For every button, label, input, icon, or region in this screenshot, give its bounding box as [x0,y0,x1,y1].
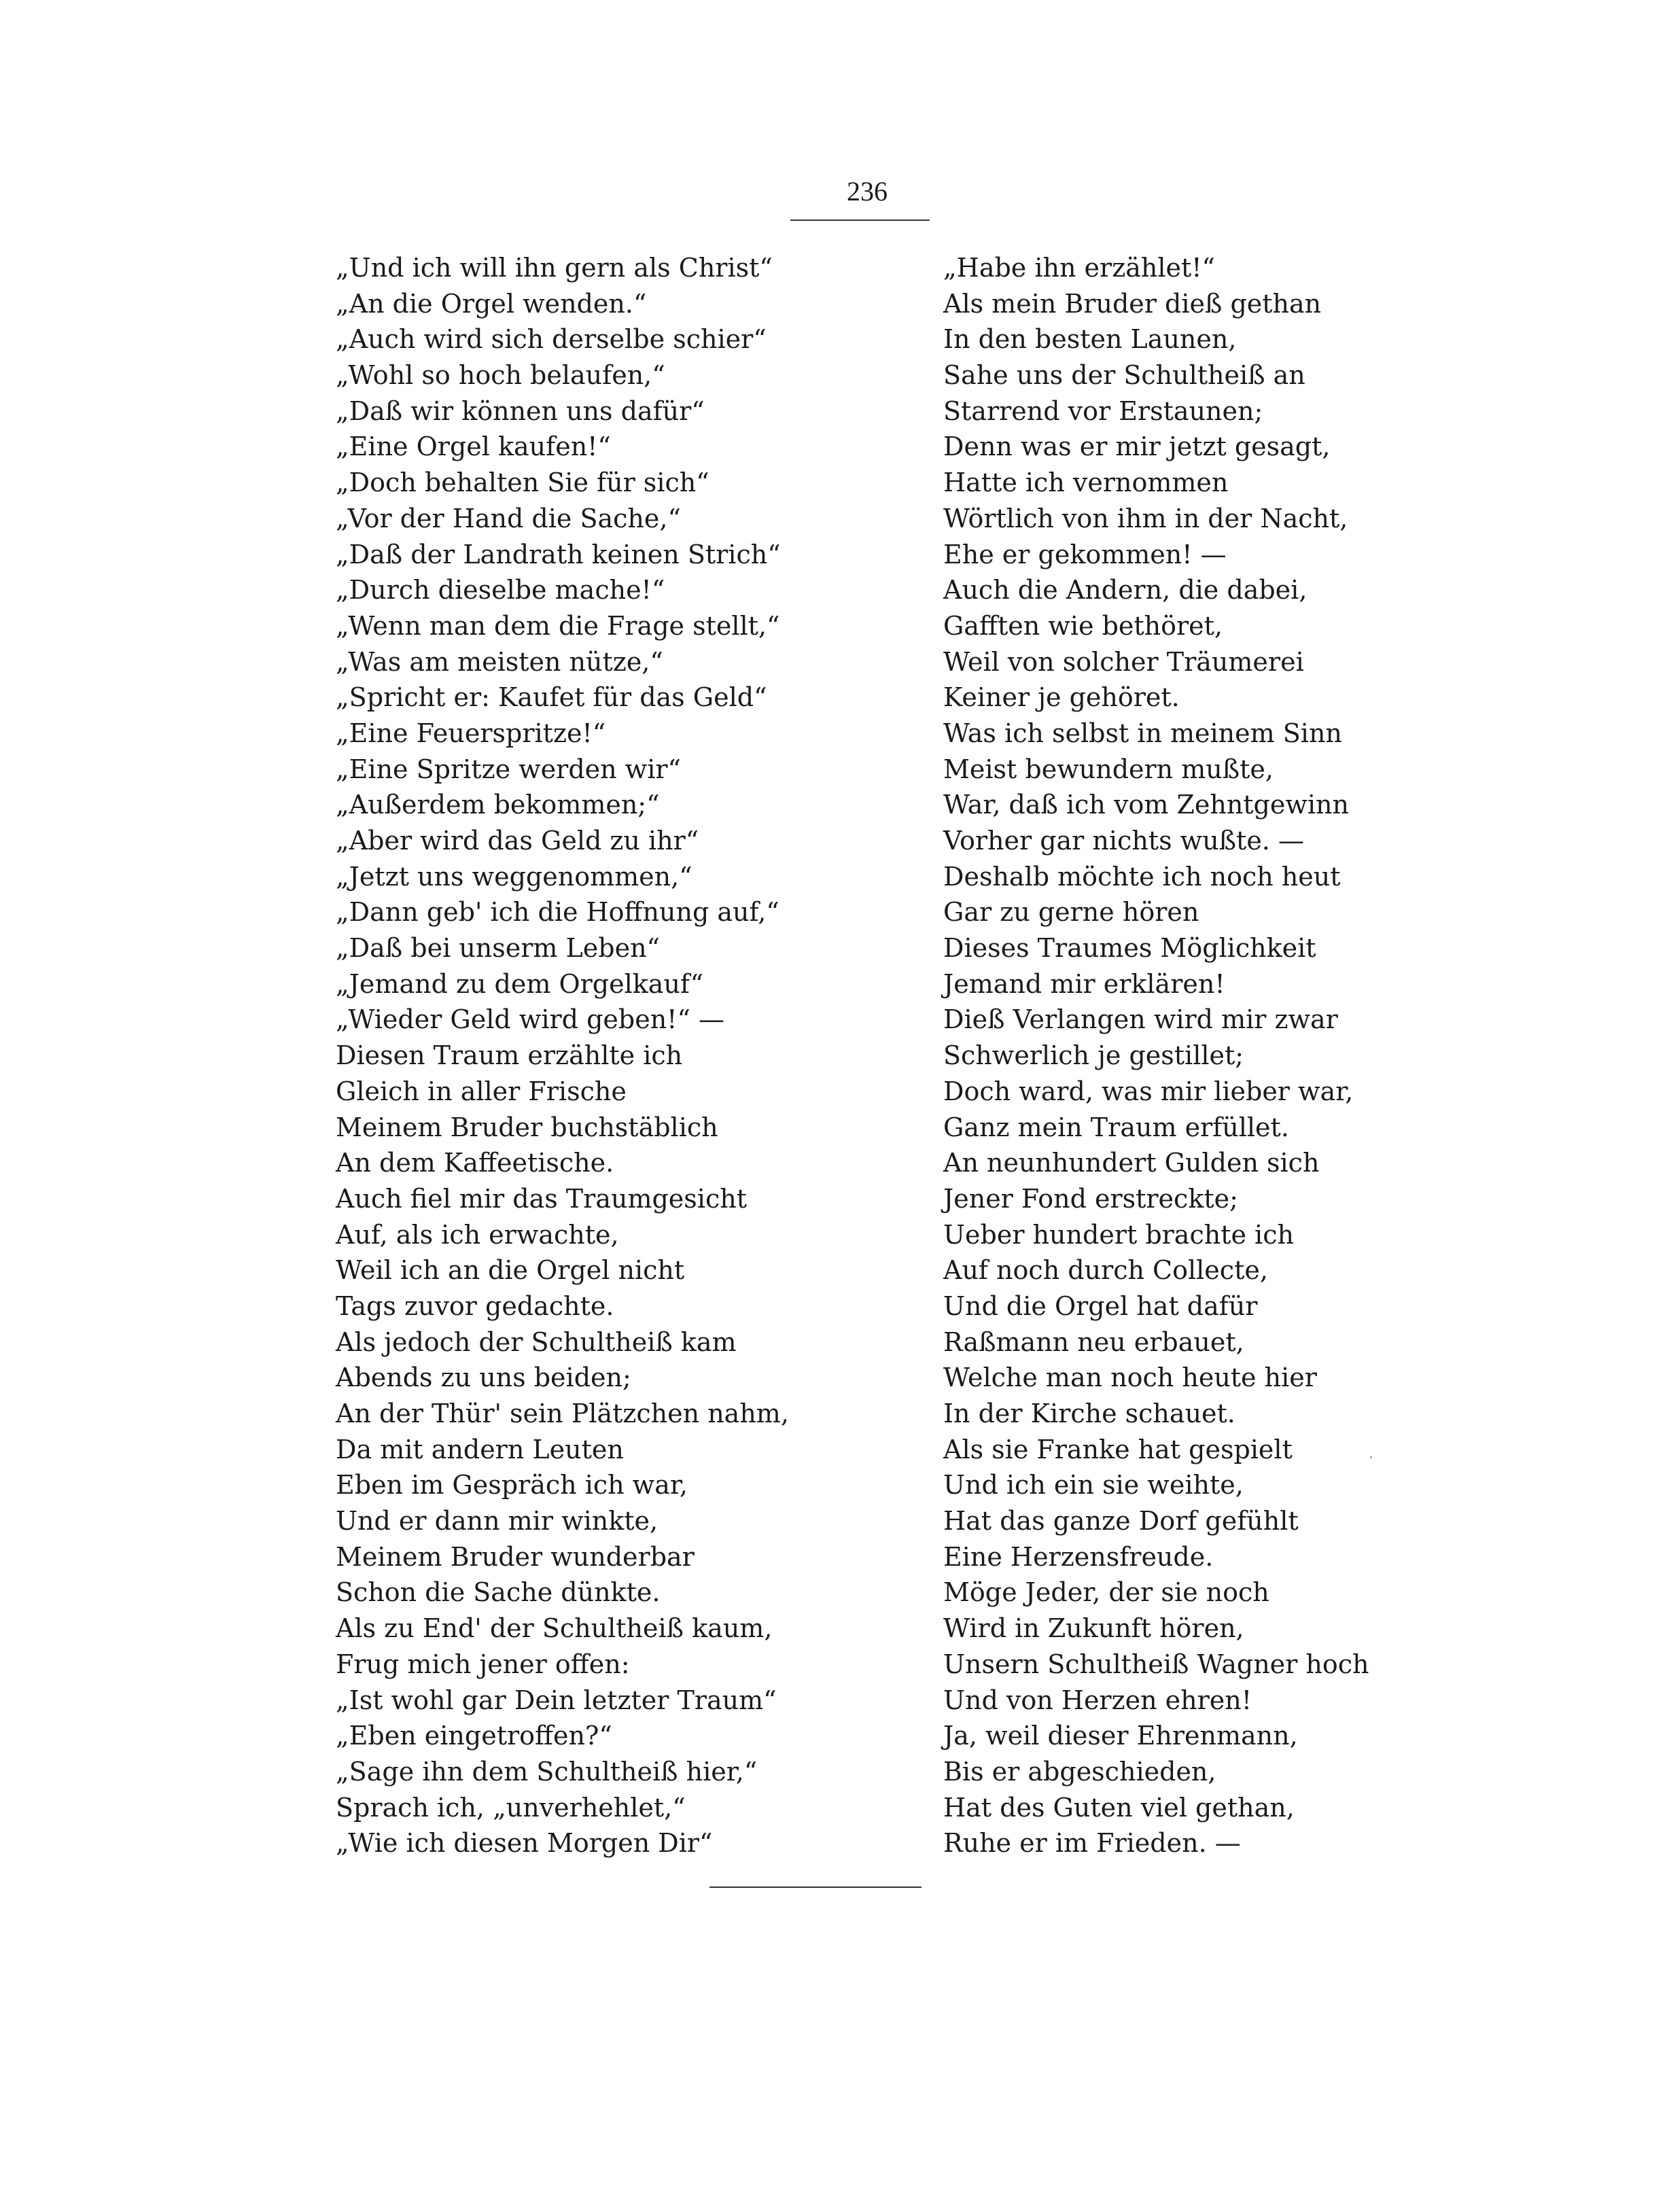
verse-line: Möge Jeder, der sie noch [943,1577,1269,1608]
footer-rule [709,1886,922,1888]
verse-line: Meinem Bruder wunderbar [336,1541,695,1572]
verse-line: Ja, weil dieser Ehrenmann, [943,1721,1298,1751]
verse-line: „Aber wird das Geld zu ihr“ [336,826,699,856]
verse-line: Abends zu uns beiden; [336,1363,631,1393]
verse-line: Wird in Zukunft hören, [943,1613,1244,1644]
verse-line: „Wohl so hoch belaufen,“ [336,360,665,391]
verse-line: „Und ich will ihn gern als Christ“ [336,253,773,283]
verse-line: „Jemand zu dem Orgelkauf“ [336,968,704,999]
verse-line: An der Thür' sein Plätzchen nahm, [336,1399,789,1428]
verse-line: „Eine Orgel kaufen!“ [336,432,611,462]
verse-line: Starrend vor Erstaunen; [943,396,1263,426]
verse-line: Deshalb möchte ich noch heut [943,861,1341,892]
verse-line: „Daß bei unserm Leben“ [336,933,660,964]
verse-line: Was ich selbst in meinem Sinn [943,718,1342,748]
verse-line: „Spricht er: Kaufet für das Geld“ [336,682,767,713]
verse-line: Raßmann neu erbauet, [943,1327,1244,1357]
verse-line: Ruhe er im Frieden. — [943,1828,1241,1859]
verse-line: Gafften wie bethöret, [943,610,1223,641]
verse-line: Schwerlich je gestillet; [943,1040,1244,1071]
verse-line: Auf, als ich erwachte, [336,1219,619,1250]
verse-line: Dieß Verlangen wird mir zwar [943,1004,1338,1035]
verse-line: „Wie ich diesen Morgen Dir“ [336,1828,713,1859]
verse-line: „Vor der Hand die Sache,“ [336,503,681,533]
verse-line: Keiner je gehöret. [943,682,1180,713]
verse-line: Jemand mir erklären! [943,968,1225,999]
verse-line: Auf noch durch Collecte, [943,1255,1268,1286]
verse-line: Und ich ein sie weihte, [943,1470,1244,1500]
header-rule [790,220,930,221]
verse-line: War, daß ich vom Zehntgewinn [943,790,1349,820]
verse-line: „Sage ihn dem Schultheiß hier,“ [336,1756,758,1787]
verse-line: Als jedoch der Schultheiß kam [336,1327,737,1357]
verse-line: Hatte ich vernommen [943,468,1229,498]
verse-line: Bis er abgeschieden, [943,1756,1216,1787]
verse-line: „Jetzt uns weggenommen,“ [336,861,692,892]
verse-line: Da mit andern Leuten [336,1434,624,1464]
verse-line: Hat das ganze Dorf gefühlt [943,1506,1299,1537]
verse-line: Denn was er mir jetzt gesagt, [943,432,1331,462]
verse-line: Tags zuvor gedachte. [336,1291,614,1321]
verse-line: „Außerdem bekommen;“ [336,790,660,820]
verse-line: „Wieder Geld wird geben!“ — [336,1004,724,1035]
verse-line: „Eben eingetroffen?“ [336,1721,612,1751]
verse-line: „Dann geb' ich die Hoffnung auf,“ [336,897,779,928]
verse-line: Als mein Bruder dieß gethan [943,288,1322,319]
verse-line: Diesen Traum erzählte ich [336,1040,683,1071]
verse-line: In den besten Launen, [943,324,1237,355]
page-number: 236 [847,176,888,207]
verse-line: Hat des Guten viel gethan, [943,1792,1295,1823]
verse-line: Weil von solcher Träumerei [943,646,1304,677]
verse-line: Gleich in aller Frische [336,1076,627,1106]
verse-line: Gar zu gerne hören [943,897,1199,928]
verse-line: Meinem Bruder buchstäblich [336,1112,718,1142]
verse-line: Meist bewundern mußte, [943,754,1274,784]
verse-line: An dem Kaffeetische. [336,1148,614,1178]
verse-line: „Eine Spritze werden wir“ [336,754,681,784]
verse-line: Eine Herzensfreude. [943,1541,1214,1572]
verse-line: Jener Fond erstreckte; [943,1183,1238,1214]
verse-line: Und von Herzen ehren! [943,1685,1252,1715]
verse-line: Frug mich jener offen: [336,1649,630,1679]
right-column [943,250,1460,1861]
verse-line: Wörtlich von ihm in der Nacht, [943,503,1348,533]
verse-line: Und er dann mir winkte, [336,1506,659,1537]
verse-line: Und die Orgel hat dafür [943,1291,1258,1321]
verse-line: Weil ich an die Orgel nicht [336,1255,685,1286]
verse-line: „Daß wir können uns dafür“ [336,396,705,426]
verse-line: „Daß der Landrath keinen Strich“ [336,539,781,569]
print-speck [1370,1456,1372,1458]
verse-line: Auch fiel mir das Traumgesicht [336,1183,747,1214]
verse-line: „Eine Feuerspritze!“ [336,718,606,748]
verse-line: „Ist wohl gar Dein letzter Traum“ [336,1685,777,1715]
verse-line: „Auch wird sich derselbe schier“ [336,324,767,355]
verse-line: „Habe ihn erzählet!“ [943,253,1215,283]
verse-line: Ganz mein Traum erfüllet. [943,1112,1289,1142]
verse-line: Doch ward, was mir lieber war, [943,1076,1354,1106]
verse-line: Als zu End' der Schultheiß kaum, [336,1613,773,1644]
verse-line: In der Kirche schauet. [943,1399,1235,1428]
verse-line: „Doch behalten Sie für sich“ [336,468,709,498]
verse-line: Unsern Schultheiß Wagner hoch [943,1649,1369,1679]
verse-line: An neunhundert Gulden sich [943,1148,1320,1178]
verse-line: Eben im Gespräch ich war, [336,1470,688,1500]
verse-line: „Durch dieselbe mache!“ [336,575,665,605]
left-column [336,250,811,1861]
verse-line: Auch die Andern, die dabei, [943,575,1308,605]
verse-line: Ueber hundert brachte ich [943,1219,1294,1250]
verse-line: „Wenn man dem die Frage stellt,“ [336,610,780,641]
verse-line: Ehe er gekommen! — [943,539,1227,569]
verse-line: Vorher gar nichts wußte. — [943,826,1304,856]
verse-line: Sprach ich, „unverhehlet,“ [336,1792,686,1823]
verse-line: Sahe uns der Schultheiß an [943,360,1305,391]
verse-line: „Was am meisten nütze,“ [336,646,663,677]
verse-line: Dieses Traumes Möglichkeit [943,933,1316,964]
verse-line: Als sie Franke hat gespielt [943,1434,1293,1464]
verse-line: „An die Orgel wenden.“ [336,288,647,319]
verse-line: Schon die Sache dünkte. [336,1577,661,1608]
verse-line: Welche man noch heute hier [943,1363,1317,1393]
